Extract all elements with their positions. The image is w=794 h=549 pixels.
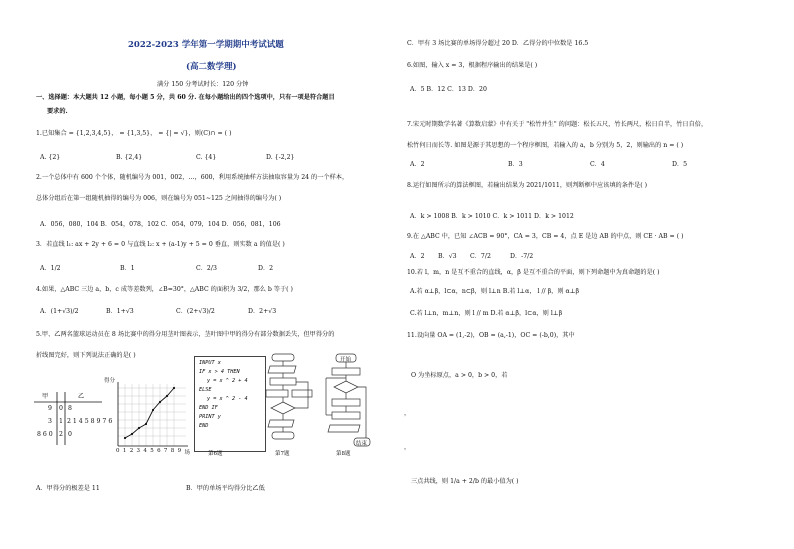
xtick-1: 1 (122, 448, 127, 454)
line-chart-grid (118, 384, 186, 446)
program-line-3: y = x ^ 2 + 4 (207, 378, 248, 384)
question-3-stem: 3．若直线 l₁: ax + 2y + 6 = 0 与直线 l₂: x + (a-1)y + 5 = 0 垂直，则实数 a 的值是( ) (36, 241, 285, 248)
q3-option-c: C．2/3 (196, 265, 217, 272)
program-box (194, 356, 266, 452)
q4-option-d: D．2+√3 (248, 308, 277, 315)
program-caption: 第6题 (208, 451, 223, 457)
question-11-line3: 三点共线，则 1/a + 2/b 的最小值为( ) (411, 478, 519, 485)
line-chart-points (124, 387, 175, 439)
stem-leaf-row2-stem: 1 (59, 418, 63, 425)
section-instruction-line1: 一、选择题：本大题共 12 小题，每小题 5 分，共 60 分. 在每小题给出的四个选项中，只有一项是符合题目 (36, 94, 335, 101)
question-2-line2: 总体分组后在第一组随机抽得的编号为 006，则在编号为 051~125 之间抽得的编号为( ) (36, 195, 282, 202)
xtick-7: 7 (163, 448, 168, 454)
question-10-stem: 10.若 l，m，n 是互不重合的直线，α，β 是互不重合的平面，则下列命题中为真命题的是( ) (407, 269, 660, 276)
stem-leaf-row3-left: 8 6 0 (37, 431, 53, 438)
q4-option-b: B．1+√3 (106, 308, 134, 315)
question-8-stem: 8.运行如图所示的算法框图，若输出结果为 2021/1011，则判断框中应该填的条件是( ) (407, 182, 648, 189)
flowchart-8-diagram (322, 352, 372, 448)
score-line-chart (104, 376, 190, 458)
question-4-stem: 4.如果，△ABC 三边 a，b，c 成等差数列，∠B=30°，△ABC 的面积为 3/2，那么 b 等于( ) (36, 286, 293, 293)
program-line-2: IF x > 4 THEN (199, 369, 240, 375)
flowchart-7-diagram (262, 352, 318, 448)
q1-option-a: A. {2} (40, 154, 61, 161)
xlabel: 场 (184, 450, 190, 456)
q5-option-a: A．甲得分的极差是 11 (36, 485, 100, 492)
q1-option-d: D. {-2,2} (266, 154, 295, 161)
q5-options-cd: C．甲有 3 场比赛的单场得分超过 20 D．乙得分的中位数是 16.5 (407, 40, 589, 47)
q9-option-b: B．√3 (438, 253, 457, 260)
q4-option-c: C．(2+√3)/2 (176, 308, 215, 315)
q1-option-b: B. {2,4} (116, 154, 143, 161)
xtick-3: 3 (136, 448, 141, 454)
stem-leaf-row1-stem: 0 (59, 405, 63, 412)
question-9-stem: 9.在 △ABC 中，已知 ∠ACB = 90°，CA = 3，CB = 4，点 E 是边 AB 的中点，则 CE · AB = ( ) (407, 233, 684, 240)
q7-option-b: B．3 (508, 161, 523, 168)
q3-option-a: A．1/2 (40, 265, 61, 272)
question-6-stem: 6.如图，输入 x = 3，根据程序输出的结果是( ) (407, 62, 538, 69)
stem-leaf-row3-stem: 2 (59, 431, 63, 438)
program-line-7: PRINT y (199, 414, 221, 420)
section-instruction-line2: 要求的. (47, 108, 68, 115)
xtick-4: 4 (143, 448, 147, 454)
flowchart-7 (262, 352, 318, 448)
q7-option-a: A．2 (410, 161, 425, 168)
page-subtitle: (高二数学理) (186, 62, 237, 72)
program-line-1: INPUT x (199, 360, 221, 366)
xtick-6: 6 (157, 448, 161, 454)
q6-options: A．5 B．12 C．13 D．20 (410, 86, 487, 93)
flowchart-7-caption: 第7题 (275, 451, 290, 457)
line-chart-xticks (116, 448, 190, 456)
xtick-9: 9 (177, 448, 182, 454)
question-7-line2: 松竹何日而长等. 如图是源于其思想的一个程序框图，若输入的 a，b 分别为 5，2，则输出的 n = ( ) (407, 142, 684, 149)
q3-option-d: D．2 (258, 265, 274, 272)
q5-option-b: B．甲的单场平均得分比乙低 (186, 485, 265, 492)
flowchart-8-caption: 第8题 (336, 451, 351, 457)
stem-leaf-row2-left: 3 (48, 418, 52, 425)
q7-option-c: C．4 (590, 161, 605, 168)
program-line-4: ELSE (199, 387, 212, 393)
flowchart-8-start: 开始 (340, 357, 352, 363)
q9-option-a: A．2 (410, 253, 425, 260)
q8-options: A．k > 1008 B．k > 1010 C．k > 1011 D．k > 1012 (410, 213, 574, 220)
xtick-5: 5 (150, 448, 154, 454)
q3-option-b: B．1 (120, 265, 135, 272)
q2-options: A．056，080，104 B．054，078，102 C．054，079，104 D．056，081，106 (40, 221, 281, 228)
xtick-2: 2 (129, 448, 134, 454)
question-2-line1: 2.一个总体中有 600 个个体，随机编号为 001，002，…，600，利用系统抽样方法抽取容量为 24 的一个样本， (36, 174, 349, 181)
page-title: 2022-2023 学年第一学期期中考试试题 (128, 40, 284, 50)
question-5-line1: 5.甲、乙两名篮球运动员在 8 场比赛中的得分用茎叶图表示，茎叶图中甲的得分有部分数据丢失，但甲得分的 (36, 331, 335, 338)
flowchart-8 (322, 352, 372, 448)
line-chart-ylabel: 得分 (104, 378, 116, 384)
stem-leaf-header-right: 乙 (78, 393, 85, 400)
question-11-comma-2: ， (404, 444, 411, 451)
program-line-6: END IF (199, 405, 218, 411)
question-1-stem: 1.已知集合 = {1,2,3,4,5}， = {1,3,5}， = {| = √}，则(C)∩ = ( ) (36, 130, 232, 137)
q10-options-cd: C.若 l⊥n，m⊥n，则 l // m D.若 α⊥β，l⊂α，则 l⊥β (410, 310, 563, 317)
line-chart-canvas (104, 376, 190, 458)
question-7-line1: 7.宋元时期数学名著《算数启蒙》中有关于 "松竹并生" 的问题：松长五尺，竹长两尺，松日自半，竹日自倍， (407, 121, 708, 128)
stem-leaf-row3-right: 0 (68, 431, 72, 438)
question-11-comma-1: ， (404, 410, 411, 417)
q9-option-c: C．7/2 (470, 253, 491, 260)
stem-leaf-row2-right: 2 1 4 5 8 9 7 6 (67, 418, 113, 425)
q7-option-d: D．5 (672, 161, 688, 168)
question-5-line2: 折线图完好，则下列说法正确的是( ) (36, 352, 136, 359)
program-line-8: END (199, 423, 209, 429)
q10-options-ab: A.若 α⊥β，l⊂α，n⊂β，则 l⊥n B.若 l⊥α， l // β，则 α⊥β (410, 288, 580, 295)
q1-option-c: C. {4} (196, 154, 217, 161)
flowchart-8-end: 结束 (356, 441, 368, 447)
stem-leaf-header-left: 甲 (42, 393, 49, 400)
stem-leaf-row1-right: 8 (68, 405, 72, 412)
program-line-5: y = x ^ 2 - 4 (207, 396, 248, 402)
question-11-stem: 11.设向量 OA = (1,-2)，OB = (a,-1)，OC = (-b,0)，其中 (407, 332, 575, 339)
q4-option-a: A．(1+√3)/2 (40, 308, 79, 315)
stem-leaf-plot (34, 390, 113, 446)
xtick-8: 8 (170, 448, 175, 454)
question-11-line2: O 为坐标原点，a > 0，b > 0，若 (411, 372, 508, 379)
score-time: 满分 150 分考试时长：120 分钟 (157, 81, 249, 88)
q9-option-d: D．-7/2 (510, 253, 534, 260)
stem-leaf-row1-left: 9 (48, 405, 52, 412)
xtick-0: 0 (116, 448, 120, 454)
